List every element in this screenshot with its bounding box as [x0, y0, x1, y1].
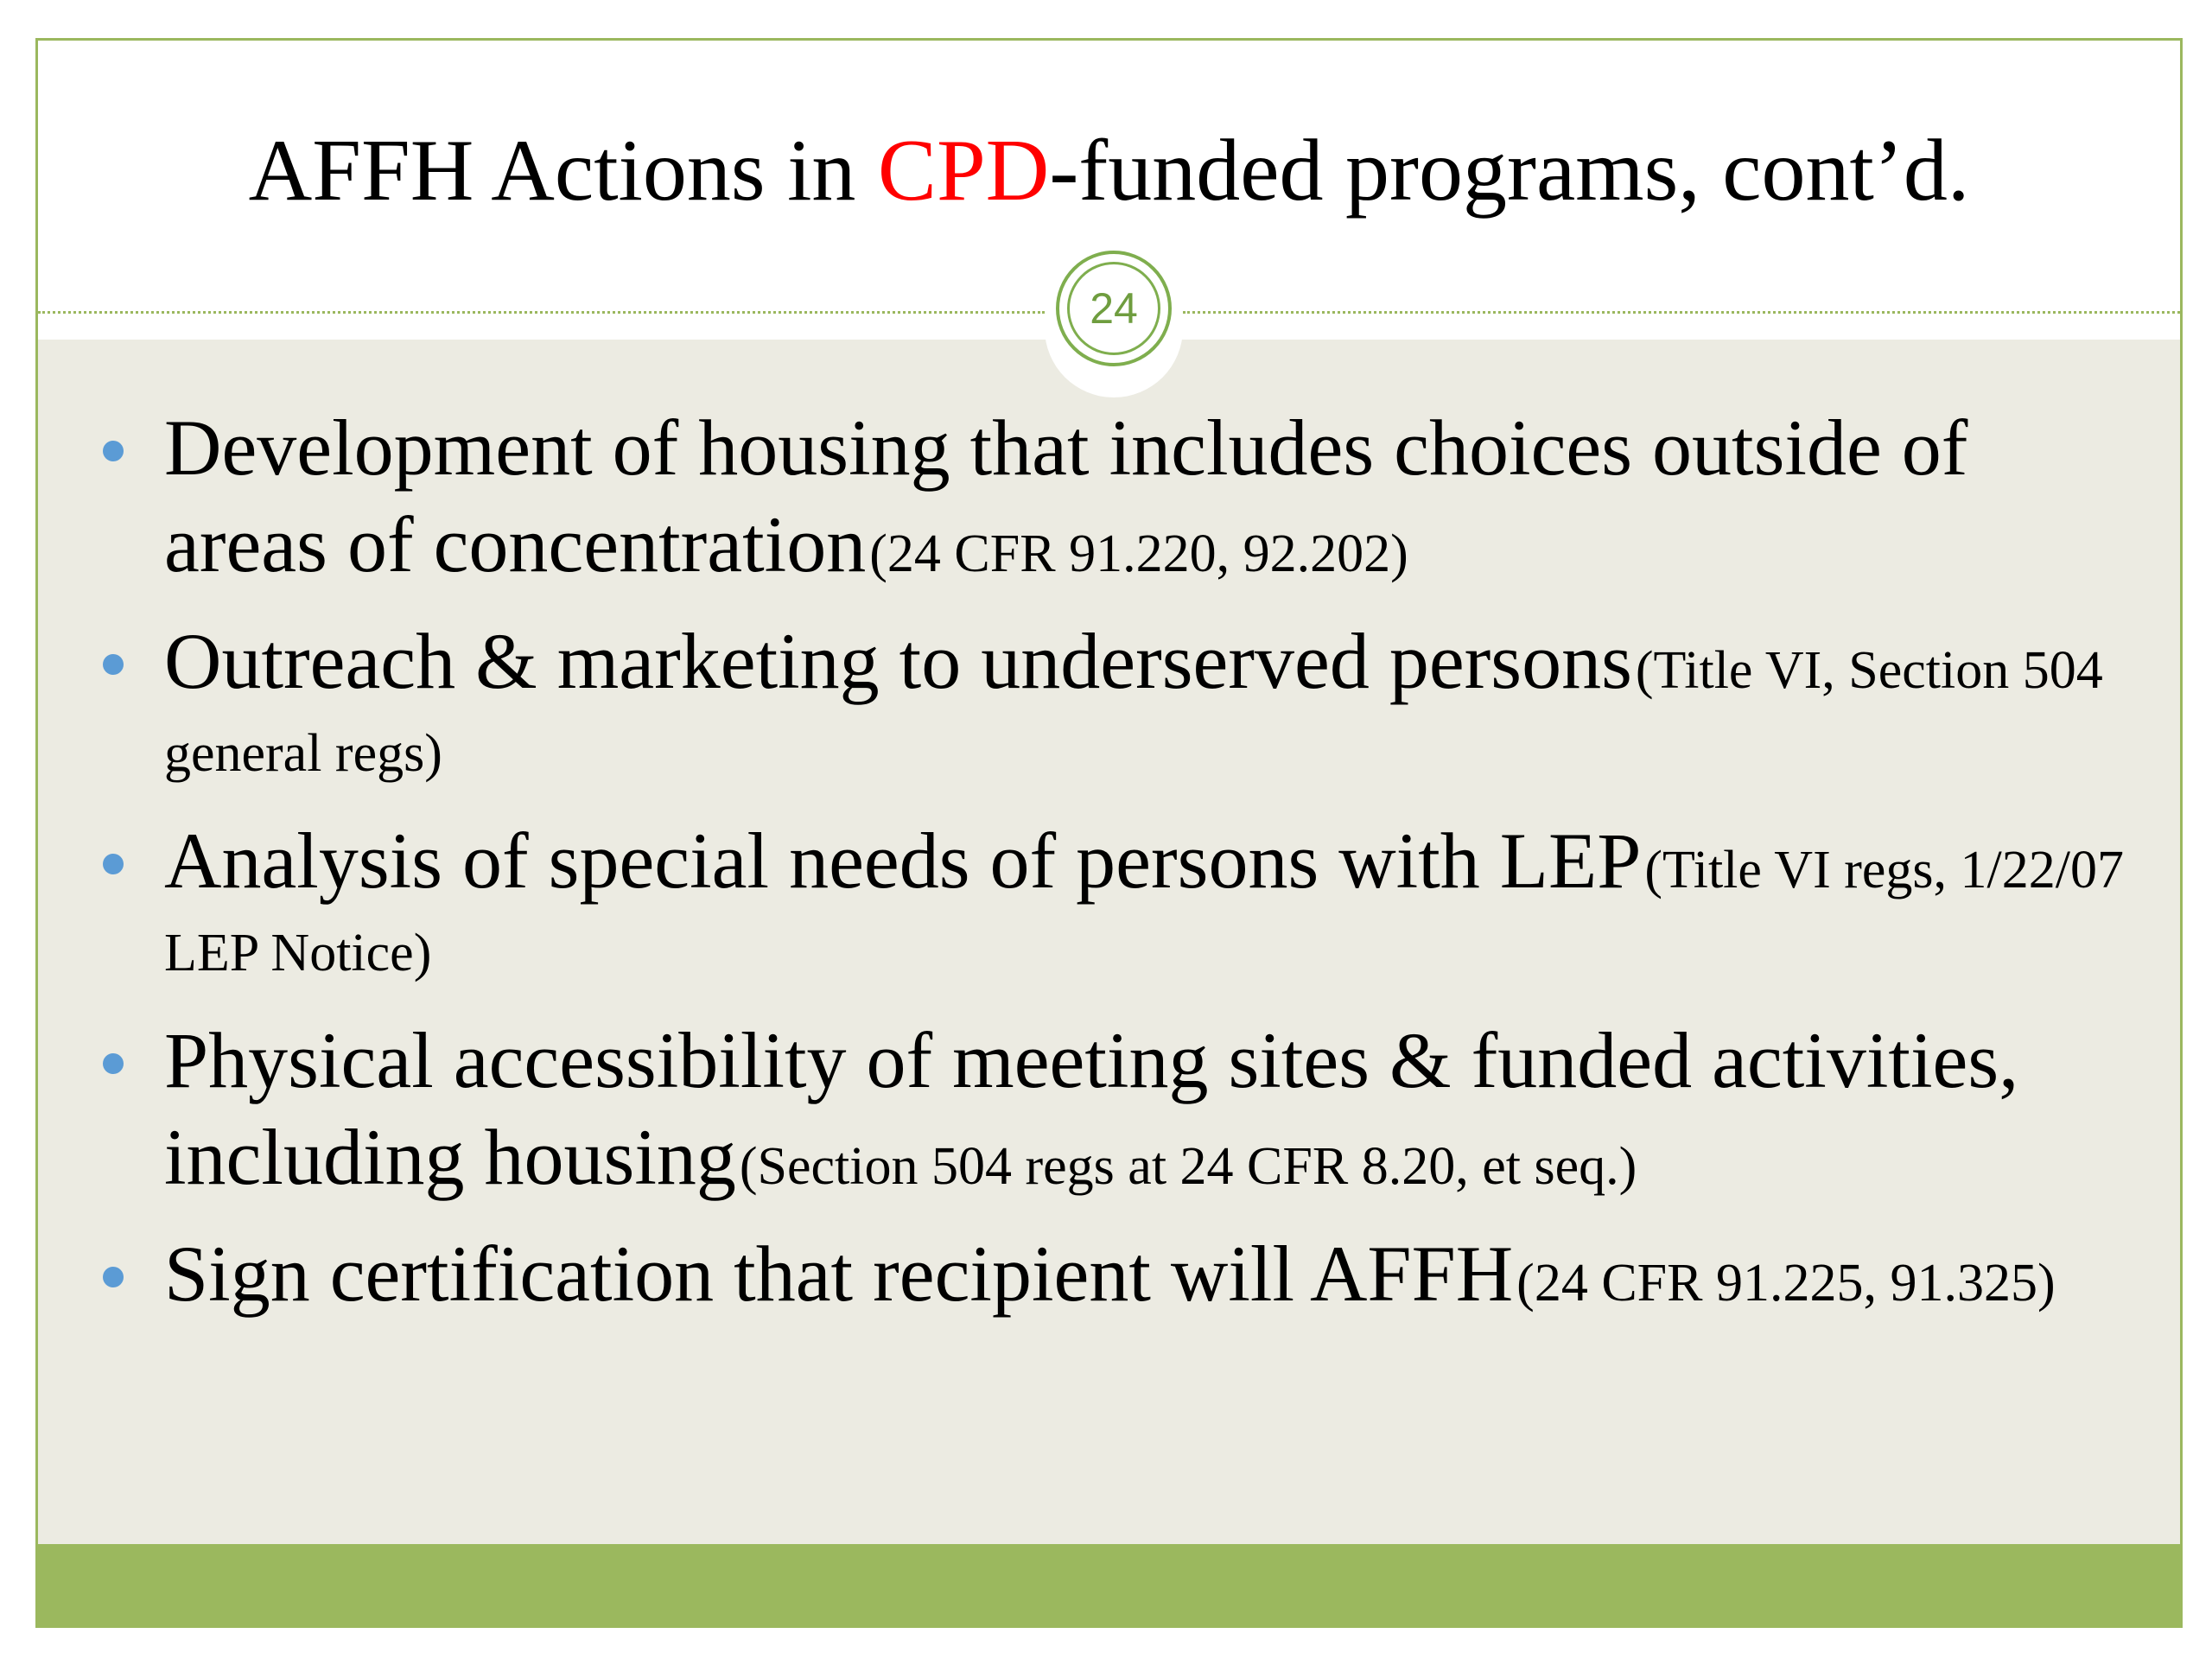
bullet-reference: (24 CFR 91.220, 92.202) [869, 524, 1408, 583]
bullet-reference: (24 CFR 91.225, 91.325) [1516, 1254, 2056, 1313]
bullet-dot-icon [103, 441, 124, 461]
bullet-item-lep-analysis [38, 812, 2180, 995]
title-text-end: -funded programs, cont’d. [1049, 122, 1970, 219]
bullet-text: Analysis of special needs of persons with LEP [164, 817, 1642, 905]
bullet-text: Outreach & marketing to underserved persons [164, 617, 1632, 705]
title-text-start: AFFH Actions in [248, 122, 878, 219]
slide [35, 38, 2183, 1628]
bullet-dot-icon [103, 1267, 124, 1287]
bullet-dot-icon [103, 654, 124, 675]
bullet-reference: (Title VI regs, 1/22/07 LEP Notice) [164, 841, 2124, 982]
title-accent-cpd: CPD [877, 122, 1050, 219]
bullet-item-outreach [38, 613, 2180, 795]
bullet-item-certification [38, 1225, 2180, 1325]
bullet-item-physical-accessibility [38, 1012, 2180, 1208]
bullet-dot-icon [103, 1053, 124, 1074]
bullet-reference: (Title VI, Section 504 general regs) [164, 641, 2103, 783]
title-divider-left [38, 311, 1045, 314]
bullet-reference: (Section 504 regs at 24 CFR 8.20, et seq.) [739, 1137, 1637, 1196]
bullet-item-housing-development [38, 399, 2180, 595]
bullet-list [38, 399, 2180, 1342]
page-number-badge [1056, 251, 1172, 366]
bullet-text: Sign certification that recipient will AFFH [164, 1230, 1514, 1318]
bullet-dot-icon [103, 854, 124, 874]
title-divider-right [1183, 311, 2183, 314]
page-number: 24 [1067, 262, 1160, 355]
bullet-text: Physical accessibility of meeting sites & funded activities, including housing [164, 1016, 2019, 1201]
footer-bar [38, 1544, 2180, 1625]
slide-title [38, 123, 2180, 219]
bullet-text: Development of housing that includes choices outside of areas of concentration [164, 404, 1968, 588]
